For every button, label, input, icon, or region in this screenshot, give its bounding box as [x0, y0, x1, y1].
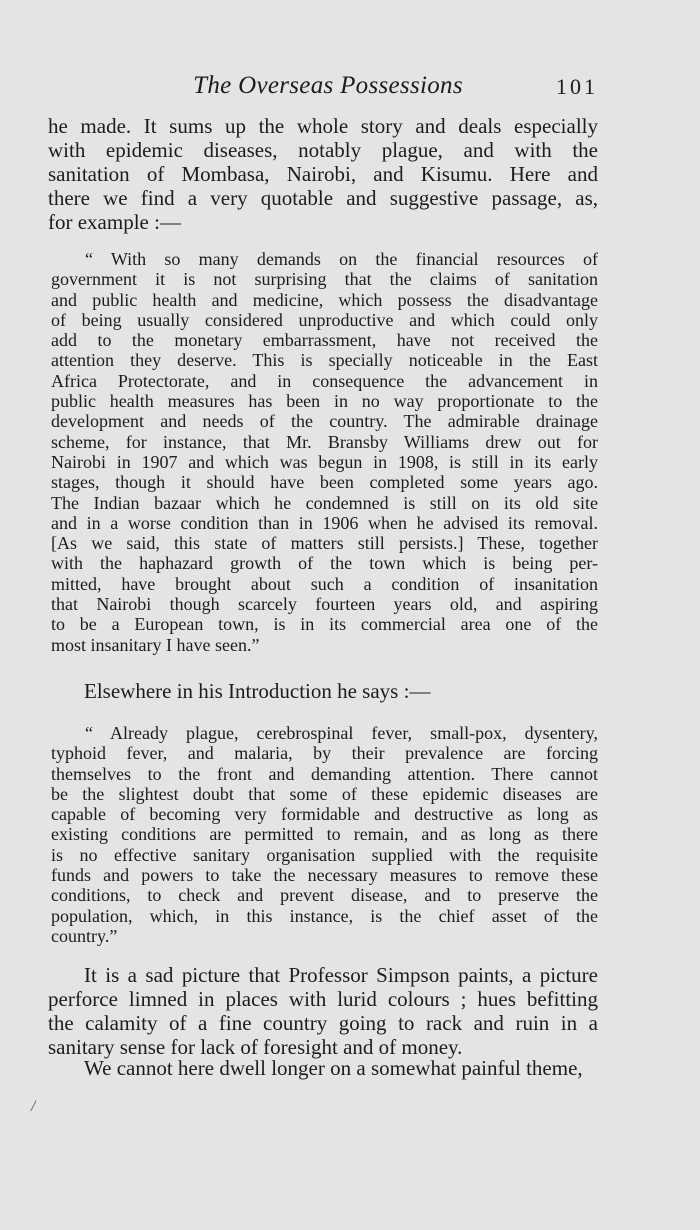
paragraph-elsewhere — [84, 679, 598, 703]
text-line: with the haphazard growth of the town which is being per- — [51, 553, 598, 574]
text-line: development and needs of the country. The admirable drainage — [51, 411, 598, 432]
text-line: public health measures has been in no way proportionate to the — [51, 391, 598, 412]
text-line: he made. It sums up the whole story and deals especially — [48, 114, 598, 138]
text-line: there we find a very quotable and suggestive passage, as, — [48, 186, 598, 210]
text-line: and in a worse condition than in 1906 when he advised its removal. — [51, 512, 598, 533]
text-line: typhoid fever, and malaria, by their prevalence are forcing — [51, 743, 598, 764]
text-line: It is a sad picture that Professor Simpson paints, a picture — [84, 963, 598, 987]
paragraph-closing — [48, 1056, 598, 1080]
text-line: be the slightest doubt that some of these epidemic diseases are — [51, 783, 598, 804]
text-line: existing conditions are permitted to remain, and as long as there — [51, 824, 598, 845]
text-line: with epidemic diseases, notably plague, and with the — [48, 138, 598, 162]
text-line: funds and powers to take the necessary measures to remove these — [51, 865, 598, 886]
text-line: We cannot here dwell longer on a somewhat painful theme, — [84, 1056, 583, 1080]
text-line: capable of becoming very formidable and destructive as long as — [51, 804, 598, 825]
margin-mark: / — [31, 1098, 36, 1115]
text-line: themselves to the front and demanding attention. There cannot — [51, 763, 598, 784]
text-line: Elsewhere in his Introduction he says :— — [84, 679, 431, 703]
text-line: perforce limned in places with lurid colours ; hues befitting — [48, 987, 598, 1011]
paragraph-sad-picture — [48, 963, 598, 1059]
text-line: of being usually considered unproductive and which could only — [51, 309, 598, 330]
text-line: government it is not surprising that the claims of sanitation — [51, 269, 598, 290]
text-line: attention they deserve. This is specially noticeable in the East — [51, 350, 598, 371]
paragraph-intro — [48, 114, 598, 234]
text-line: add to the monetary embarrassment, have not received the — [51, 330, 598, 351]
text-line: that Nairobi though scarcely fourteen years old, and aspiring — [51, 594, 598, 615]
text-line: is no effective sanitary organisation supplied with the requisite — [51, 844, 598, 865]
quotation-nairobi — [51, 249, 598, 655]
text-line: “ With so many demands on the financial resources of — [85, 249, 598, 269]
text-line: Africa Protectorate, and in consequence the advancement in — [51, 370, 598, 391]
running-title: The Overseas Possessions — [193, 72, 463, 99]
text-line: most insanitary I have seen.” — [51, 634, 260, 655]
text-line: for example :— — [48, 210, 181, 234]
text-line: sanitary sense for lack of foresight and of money. — [48, 1035, 463, 1059]
text-line: “ Already plague, cerebrospinal fever, small-pox, dysentery, — [85, 723, 598, 743]
text-line: to be a European town, is in its commercial area one of the — [51, 614, 598, 635]
text-line: the calamity of a fine country going to rack and ruin in a — [48, 1011, 598, 1035]
text-line: sanitation of Mombasa, Nairobi, and Kisumu. Here and — [48, 162, 598, 186]
text-line: population, which, in this instance, is the chief asset of the — [51, 905, 598, 926]
text-line: stages, though it should have been completed some years ago. — [51, 472, 598, 493]
text-line: country.” — [51, 925, 118, 946]
text-line: conditions, to check and prevent disease, and to preserve the — [51, 885, 598, 906]
page-header — [48, 72, 608, 102]
page-number: 101 — [556, 74, 598, 99]
text-line: and public health and medicine, which possess the disadvantage — [51, 289, 598, 310]
text-line: The Indian bazaar which he condemned is still on its old site — [51, 492, 598, 513]
text-line: Nairobi in 1907 and which was begun in 1908, is still in its early — [51, 451, 598, 472]
quotation-epidemics — [51, 723, 598, 946]
text-line: scheme, for instance, that Mr. Bransby Williams drew out for — [51, 431, 598, 452]
text-line: [As we said, this state of matters still persists.] These, together — [51, 533, 598, 554]
text-line: mitted, have brought about such a condition of insanitation — [51, 573, 598, 594]
